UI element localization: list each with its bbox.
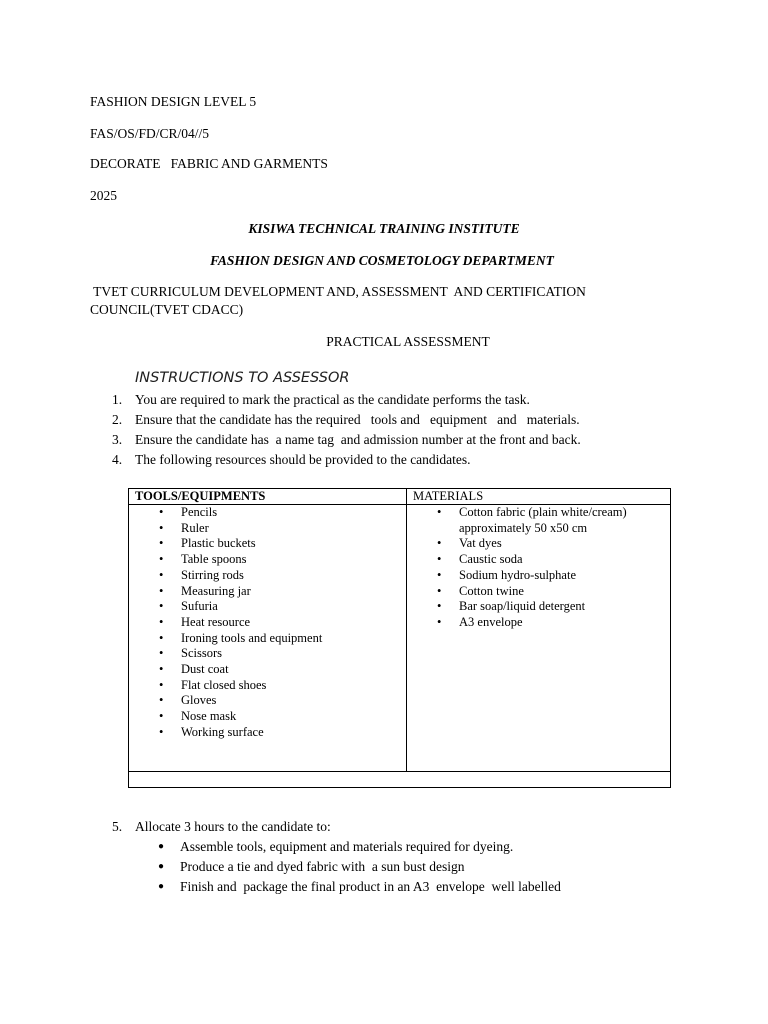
tool-item: • Table spoons: [129, 552, 406, 568]
material-item: • Cotton fabric (plain white/cream) approximately 50 x50 cm: [407, 505, 644, 536]
department-name: FASHION DESIGN AND COSMETOLOGY DEPARTMENT: [210, 253, 554, 268]
tool-item: • Flat closed shoes: [129, 678, 406, 694]
task-list: [90, 839, 710, 899]
tools-header: TOOLS/EQUIPMENTS: [129, 489, 407, 505]
tool-item: • Working surface: [129, 725, 406, 741]
empty-table-row: [129, 772, 671, 788]
tool-item: • Scissors: [129, 646, 406, 662]
tool-item: • Gloves: [129, 693, 406, 709]
step-5: [90, 819, 710, 899]
material-item: • Caustic soda: [407, 552, 670, 568]
institute-name: KISIWA TECHNICAL TRAINING INSTITUTE: [248, 221, 520, 236]
material-item: • Bar soap/liquid detergent: [407, 599, 670, 615]
tool-item: • Ironing tools and equipment: [129, 631, 406, 647]
tool-item: • Ruler: [129, 521, 406, 537]
material-item: • Vat dyes: [407, 536, 670, 552]
tool-item: • Plastic buckets: [129, 536, 406, 552]
tool-item: • Measuring jar: [129, 584, 406, 600]
tool-item: • Nose mask: [129, 709, 406, 725]
unit-title: DECORATE FABRIC AND GARMENTS: [90, 156, 328, 171]
tool-item: • Dust coat: [129, 662, 406, 678]
tools-cell: [129, 505, 407, 772]
assessment-title: PRACTICAL ASSESSMENT: [326, 334, 490, 349]
course-title: FASHION DESIGN LEVEL 5: [90, 94, 257, 109]
instruction-item: 2. Ensure that the candidate has the required tools and equipment and materials.: [112, 412, 580, 427]
instructions-list: [90, 393, 710, 473]
materials-list: [407, 505, 670, 631]
year: 2025: [90, 188, 117, 203]
instruction-item: 4. The following resources should be provided to the candidates.: [112, 452, 471, 467]
materials-cell: [407, 505, 671, 772]
tool-item: • Sufuria: [129, 599, 406, 615]
instructions-heading: INSTRUCTIONS TO ASSESSOR: [135, 370, 350, 386]
tool-item: • Pencils: [129, 505, 406, 521]
tools-list: [129, 505, 406, 741]
resources-table: [128, 488, 671, 788]
materials-header: MATERIALS: [407, 489, 671, 505]
tool-item: • Heat resource: [129, 615, 406, 631]
tool-item: • Stirring rods: [129, 568, 406, 584]
task-item: ● Produce a tie and dyed fabric with a sun bust design: [90, 859, 710, 879]
council-line-1: TVET CURRICULUM DEVELOPMENT AND, ASSESSMENT AND CERTIFICATION: [90, 284, 586, 299]
course-code: FAS/OS/FD/CR/04//5: [90, 126, 210, 141]
council-line-2: COUNCIL(TVET CDACC): [90, 302, 244, 317]
instruction-item: 3. Ensure the candidate has a name tag and admission number at the front and back.: [112, 432, 581, 447]
task-item: ● Assemble tools, equipment and materials required for dyeing.: [90, 839, 710, 859]
material-item: • Sodium hydro-sulphate: [407, 568, 670, 584]
task-item: ● Finish and package the final product in an A3 envelope well labelled: [90, 879, 710, 899]
material-item: • A3 envelope: [407, 615, 670, 631]
instruction-item: 1. You are required to mark the practical as the candidate performs the task.: [112, 392, 530, 407]
step-5-heading: 5. Allocate 3 hours to the candidate to:: [112, 819, 331, 834]
material-item: • Cotton twine: [407, 584, 670, 600]
